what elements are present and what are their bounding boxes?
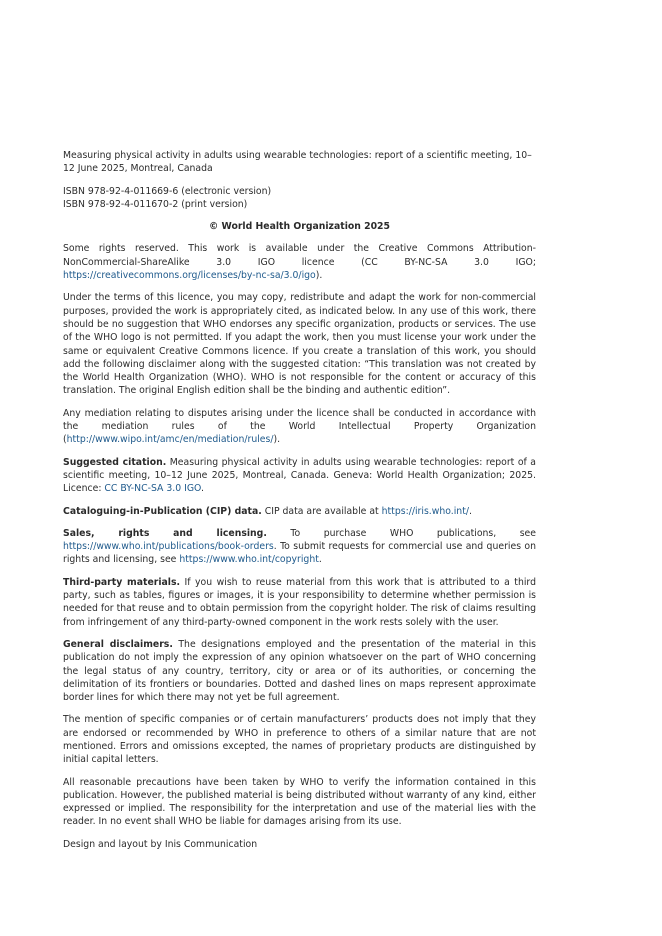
copyright-page: [63, 149, 536, 860]
cip-label: Cataloguing-in-Publication (CIP) data.: [63, 505, 262, 517]
mention-paragraph: The mention of specific companies or of certain manufacturers’ products does not imply that they are endorsed or recommended by WHO in preference to others of a similar nature that are not mentioned. Errors and omissions excepted, the names of proprietary products are distinguished by initial capital letters.: [63, 714, 536, 766]
sales-paragraph: Sales, rights and licensing. To purchase WHO publications, see https://www.who.int/publications/book-orders. To submit requests for commercial use and queries on rights and licensing, see https://www.who.int/copyright.: [63, 527, 537, 566]
general-disclaimers-label: General disclaimers.: [63, 638, 173, 650]
isbn-print: ISBN 978-92-4-011670-2 (print version): [63, 198, 248, 210]
licence-link[interactable]: CC BY-NC-SA 3.0 IGO: [104, 483, 201, 495]
copyright-notice: © World Health Organization 2025: [208, 221, 390, 233]
sales-label: Sales, rights and licensing.: [63, 527, 267, 539]
licence-terms-paragraph: Under the terms of this licence, you may copy, redistribute and adapt the work for non-commercial purposes, provided the work is appropriately cited, as indicated below. In any use of this work, there should be no suggestion that WHO endorses any specific organization, products or services. The use of the WHO logo is not permitted. If you adapt the work, then you must license your work under the same or equivalent Creative Commons licence. If you create a translation of this work, you should add the following disclaimer along with the suggested citation: “This translation was not created by the World Health Organization (WHO). WHO is not responsible for the content or accuracy of this translation. The original English edition shall be the binding and authentic edition”.: [63, 292, 536, 397]
publication-title: Measuring physical activity in adults using wearable technologies: report of a scientific meeting, 10–12 June 2025, Montreal, Canada: [63, 150, 532, 175]
cip-paragraph: Cataloguing-in-Publication (CIP) data. CIP data are available at https://iris.who.int/.: [63, 505, 472, 517]
general-disclaimers-paragraph: General disclaimers. The designations employed and the presentation of the material in this publication do not imply the expression of any opinion whatsoever on the part of WHO concerning the legal status of any country, territory, city or area or of its authorities, or concerning the delimitation of its frontiers or boundaries. Dotted and dashed lines on maps represent approximate border lines for which there may not yet be full agreement.: [63, 638, 536, 704]
third-party-paragraph: Third-party materials. If you wish to reuse material from this work that is attributed to a third party, such as tables, figures or images, it is your responsibility to determine whether permission is needed for that reuse and to obtain permission from the copyright holder. The risk of claims resulting from infringement of any third-party-owned component in the work rests solely with the user.: [63, 576, 536, 628]
wipo-mediation-link[interactable]: http://www.wipo.int/amc/en/mediation/rules/: [66, 434, 274, 446]
iris-link[interactable]: https://iris.who.int/: [381, 505, 469, 517]
rights-paragraph: Some rights reserved. This work is available under the Creative Commons Attribution-NonCommercial-ShareAlike 3.0 IGO licence (CC BY-NC-SA 3.0 IGO; https://creativecommons.org/licenses/by-nc-sa/3.0/igo).: [63, 243, 536, 282]
suggested-citation-label: Suggested citation.: [63, 456, 167, 468]
creative-commons-link[interactable]: https://creativecommons.org/licenses/by-nc-sa/3.0/igo: [63, 270, 316, 282]
book-orders-link[interactable]: https://www.who.int/publications/book-orders: [63, 541, 274, 553]
third-party-label: Third-party materials.: [63, 576, 181, 588]
copyright-link[interactable]: https://www.who.int/copyright: [179, 554, 319, 566]
isbn-electronic: ISBN 978-92-4-011669-6 (electronic version): [63, 185, 272, 197]
design-credit: Design and layout by Inis Communication: [63, 838, 258, 850]
suggested-citation-paragraph: Suggested citation. Measuring physical activity in adults using wearable technologies: report of a scientific meeting, 10–12 June 2025, Montreal, Canada. Geneva: World Health Organization; 2025. Licence: CC BY-NC-SA 3.0 IGO.: [63, 456, 536, 495]
precautions-paragraph: All reasonable precautions have been taken by WHO to verify the information contained in this publication. However, the published material is being distributed without warranty of any kind, either expressed or implied. The responsibility for the interpretation and use of the material lies with the reader. In no event shall WHO be liable for damages arising from its use.: [63, 776, 536, 828]
mediation-paragraph: Any mediation relating to disputes arising under the licence shall be conducted in accordance with the mediation rules of the World Intellectual Property Organization (http://www.wipo.int/amc/en/mediation/rules/).: [63, 407, 536, 446]
